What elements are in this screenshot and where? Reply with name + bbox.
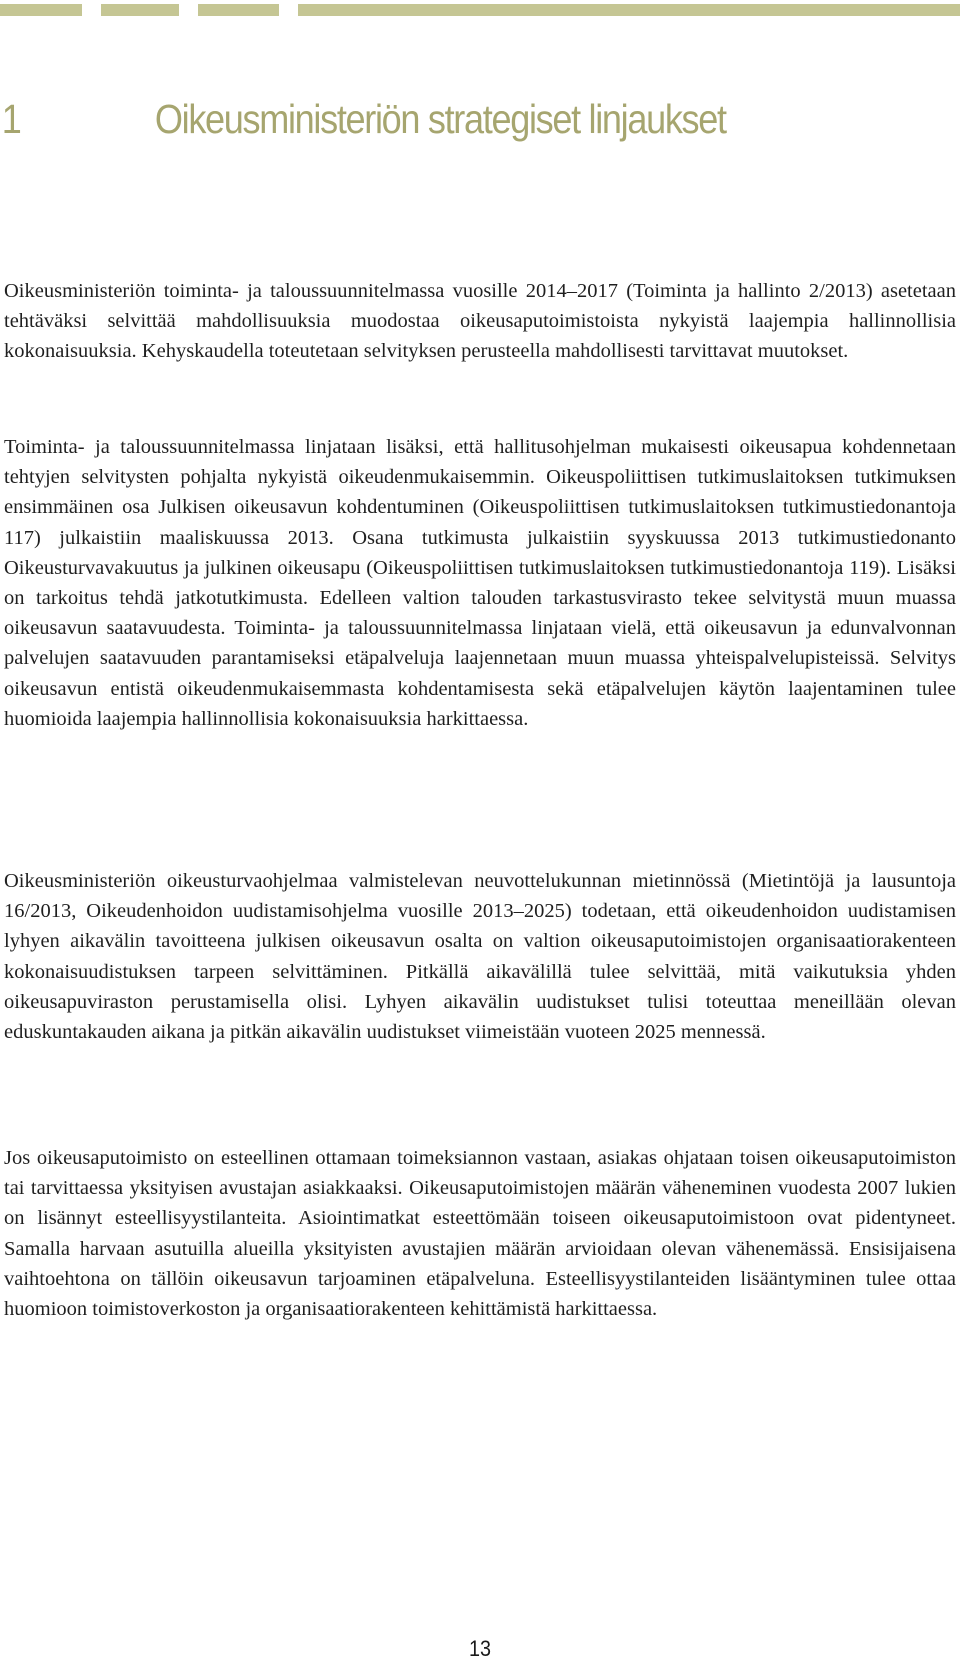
chapter-heading <box>0 96 845 156</box>
chapter-number: 1 <box>1 96 21 142</box>
page-number: 13 <box>468 1636 492 1661</box>
header-decoration <box>0 4 960 16</box>
body-paragraph: Toiminta- ja taloussuunnitelmassa linjataan lisäksi, että hallitusohjelman mukaisesti oikeusapua kohdennetaan tehtyjen selvitysten pohjalta nykyistä oikeudenmukaisemmin. Oikeuspoliittisen tutkimuslaitoksen tutkimuksen ensimmäinen osa Julkisen oikeusavun kohdentuminen (Oikeuspoliittisen tutkimuslaitoksen tutkimustiedonantoja 117) julkaistiin maaliskuussa 2013. Osana tutkimusta julkaistiin syyskuussa 2013 tutkimustiedonanto Oikeusturvavakuutus ja julkinen oikeusapu (Oikeuspoliittisen tutkimuslaitoksen tutkimustiedonantoja 119). Lisäksi on tarkoitus tehdä jatkotutkimusta. Edelleen valtion talouden tarkastusvirasto tekee selvitystä muun muassa oikeusavun saatavuudesta. Toiminta- ja taloussuunnitelmassa linjataan vielä, että oikeusavun ja edunvalvonnan palvelujen saatavuuden parantamiseksi etäpalveluja laajennetaan muun muassa yhteispalvelupisteissä. Selvitys oikeusavun entistä oikeudenmukaisemmasta kohdentamisesta sekä etäpalvelujen käytön laajentaminen tulee huomioida laajempia hallinnollisia kokonaisuuksia harkittaessa. <box>4 436 956 730</box>
header-bar <box>0 4 82 16</box>
chapter-title: Oikeusministeriön strategiset linjaukset <box>154 96 726 142</box>
body-paragraph: Jos oikeusaputoimisto on esteellinen ottamaan toimeksiannon vastaan, asiakas ohjataan toisen oikeusaputoimiston tai tarvittaessa yksityisen avustajan asiakkaaksi. Oikeusaputoimistojen määrän väheneminen vuodesta 2007 lukien on lisännyt esteellisyystilanteita. Asiointimatkat esteettömään toiseen oikeusaputoimistoon ovat pidentyneet. Samalla harvaan asutuilla alueilla yksityisten avustajien määrän arvioidaan olevan vähenemässä. Ensisijaisena vaihtoehtona on tällöin oikeusavun tarjoaminen etäpalveluna. Esteellisyystilanteiden lisääntyminen tulee ottaa huomioon toimistoverkoston ja organisaatiorakenteen kehittämistä harkittaessa. <box>4 1147 956 1321</box>
body-paragraph: Oikeusministeriön toiminta- ja taloussuunnitelmassa vuosille 2014–2017 (Toiminta ja hallinto 2/2013) asetetaan tehtäväksi selvittää mahdollisuuksia muodostaa oikeusaputoimistoista nykyistä laajempia hallinnollisia kokonaisuuksia. Kehyskaudella toteutetaan selvityksen perusteella mahdollisesti tarvittavat muutokset. <box>4 280 956 363</box>
header-bar <box>298 4 960 16</box>
header-bar <box>101 4 179 16</box>
body-paragraph: Oikeusministeriön oikeusturvaohjelmaa valmistelevan neuvottelukunnan mietinnössä (Mietintöjä ja lausuntoja 16/2013, Oikeudenhoidon uudistamisohjelma vuosille 2013–2025) todetaan, että oikeudenhoidon uudistamisen lyhyen aikavälin tavoitteena julkisen oikeusavun osalta on valtion oikeusaputoimistojen organisaatiorakenteen kokonaisuudistuksen tarpeen selvittäminen. Pitkällä aikavälillä tulee selvittää, mitä vaikutuksia yhden oikeusapuviraston perustamisella olisi. Lyhyen aikavälin uudistukset tulisi toteuttaa meneillään olevan eduskuntakauden aikana ja pitkän aikavälin uudistukset viimeistään vuoteen 2025 mennessä. <box>4 870 956 1044</box>
header-bar <box>198 4 279 16</box>
